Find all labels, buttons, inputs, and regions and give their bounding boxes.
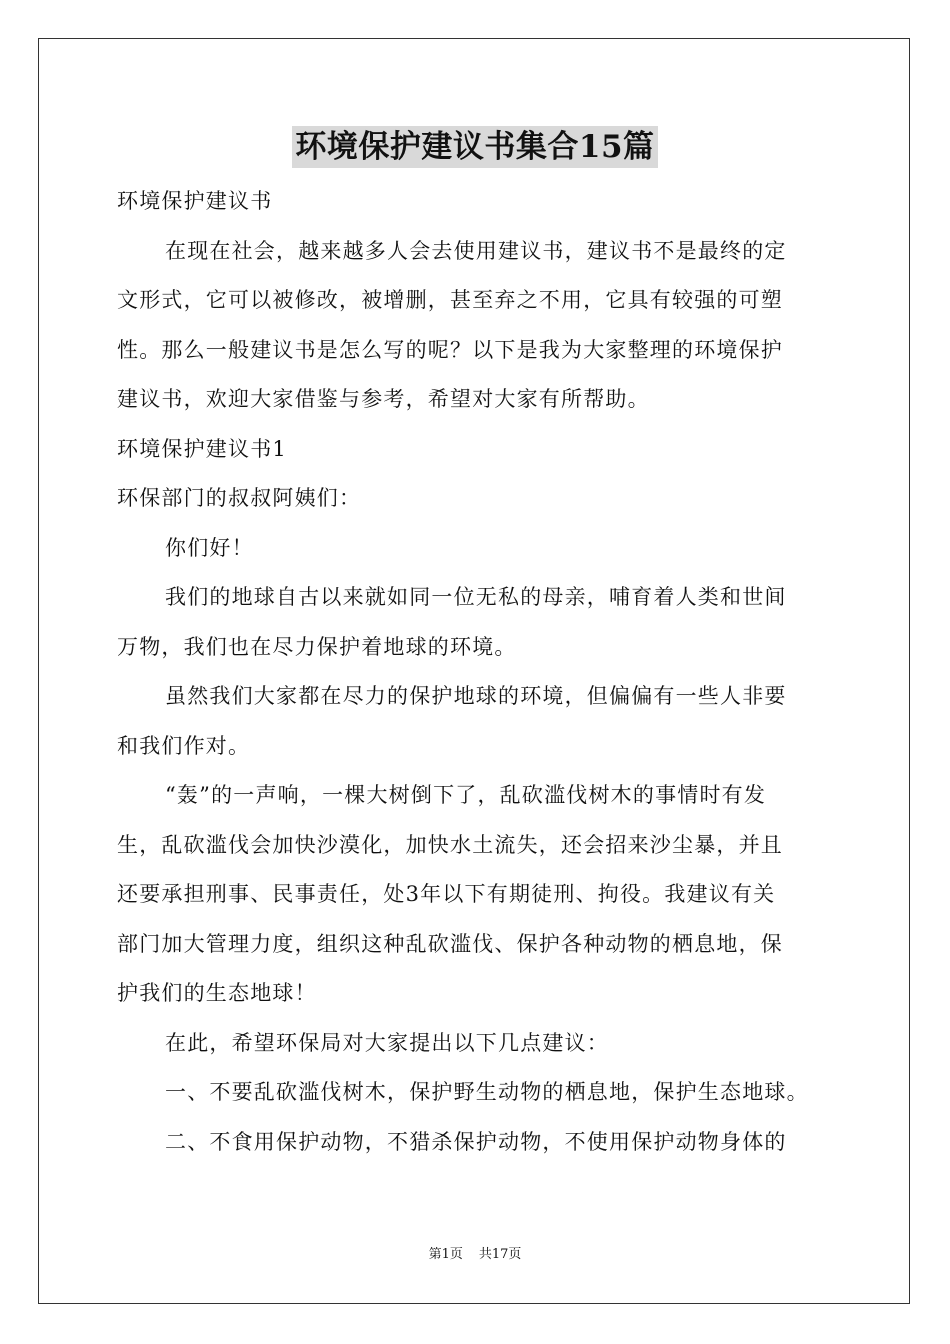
text-line: 部门加大管理力度，组织这种乱砍滥伐、保护各种动物的栖息地，保 xyxy=(117,931,783,956)
text-line: 护我们的生态地球！ xyxy=(117,981,317,1005)
text-line: 我们的地球自古以来就如同一位无私的母亲，哺育着人类和世间 xyxy=(165,585,787,609)
text-line: 环境保护建议书 xyxy=(117,189,273,213)
document-title: 环境保护建议书集合15篇 xyxy=(292,126,657,168)
document-body xyxy=(117,177,837,1167)
page-number-total: 共17页 xyxy=(478,1247,522,1262)
text-line: 和我们作对。 xyxy=(117,733,251,758)
text-line: “轰”的一声响，一棵大树倒下了，乱砍滥伐树木的事情时有发 xyxy=(165,783,767,807)
text-line: 环保部门的叔叔阿姨们： xyxy=(117,486,362,510)
text-line: 生，乱砍滥伐会加快沙漠化，加快水土流失，还会招来沙尘暴，并且 xyxy=(117,832,783,857)
text-line: 万物，我们也在尽力保护着地球的环境。 xyxy=(117,634,517,659)
title-container xyxy=(0,126,950,168)
page-number-current: 第1页 xyxy=(428,1247,463,1262)
text-line: 你们好！ xyxy=(165,535,254,560)
text-line: 在现在社会，越来越多人会去使用建议书，建议书不是最终的定 xyxy=(165,238,787,263)
text-line: 虽然我们大家都在尽力的保护地球的环境，但偏偏有一些人非要 xyxy=(165,684,787,708)
text-line: 建议书，欢迎大家借鉴与参考，希望对大家有所帮助。 xyxy=(117,387,650,411)
text-line: 环境保护建议书1 xyxy=(117,436,287,461)
text-line: 二、不食用保护动物，不猎杀保护动物，不使用保护动物身体的 xyxy=(165,1129,787,1154)
text-line: 文形式，它可以被修改，被增删，甚至弃之不用，它具有较强的可塑 xyxy=(117,288,783,312)
text-line: 在此，希望环保局对大家提出以下几点建议： xyxy=(165,1030,609,1055)
text-line: 一、不要乱砍滥伐树木，保护野生动物的栖息地，保护生态地球。 xyxy=(165,1080,809,1104)
page-footer xyxy=(0,1246,950,1264)
text-line: 性。那么一般建议书是怎么写的呢？以下是我为大家整理的环境保护 xyxy=(117,337,783,362)
text-line: 还要承担刑事、民事责任，处3年以下有期徒刑、拘役。我建议有关 xyxy=(117,882,776,906)
